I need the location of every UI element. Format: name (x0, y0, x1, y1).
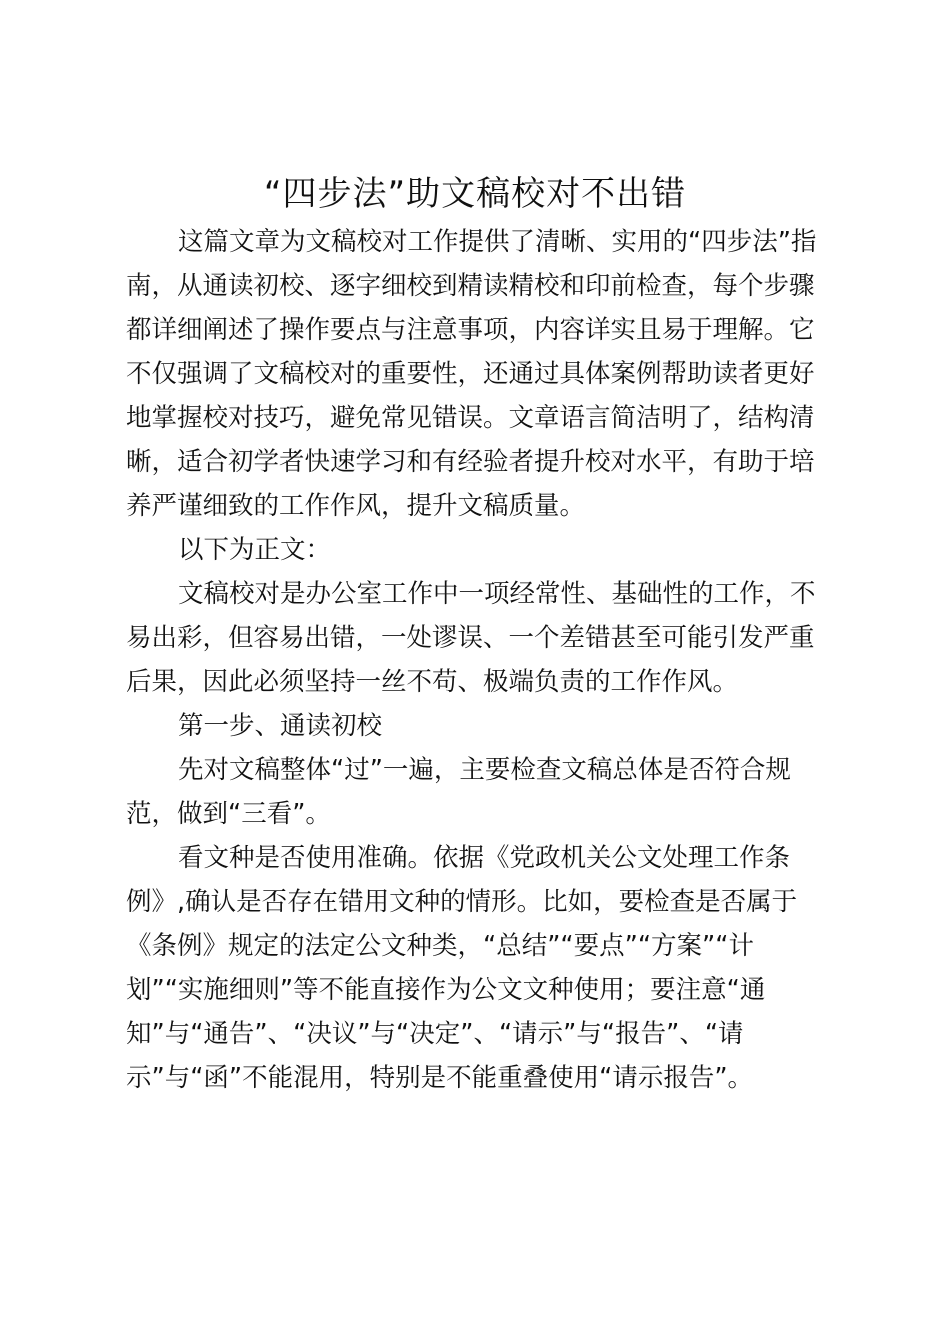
text-line: 范，做到“三看”。 (126, 799, 331, 829)
text-line: 晰，适合初学者快速学习和有经验者提升校对水平，有助于培 (126, 447, 815, 477)
text-line: 例》,确认是否存在错用文种的情形。比如，要检查是否属于 (126, 887, 798, 917)
text-line: 以下为正文： (178, 535, 332, 565)
text-line: 示”与“函”不能混用，特别是不能重叠使用“请示报告”。 (126, 1063, 754, 1093)
text-line: 先对文稿整体“过”一遍，主要检查文稿总体是否符合规 (178, 755, 791, 785)
text-line: 后果，因此必须坚持一丝不苟、极端负责的工作作风。 (126, 667, 739, 697)
text-line: 这篇文章为文稿校对工作提供了清晰、实用的“四步法”指 (178, 227, 817, 257)
text-line: 地掌握校对技巧，避免常见错误。文章语言简洁明了，结构清 (126, 403, 815, 433)
text-line: 《条例》规定的法定公文种类，“总结”“要点”“方案”“计 (126, 931, 754, 961)
section-heading: 第一步、通读初校 (178, 711, 383, 741)
text-line: 划”“实施细则”等不能直接作为公文文种使用；要注意“通 (126, 975, 766, 1005)
document-title: “四步法”助文稿校对不出错 (263, 174, 687, 214)
text-line: 易出彩，但容易出错，一处谬误、一个差错甚至可能引发严重 (126, 623, 815, 653)
text-line: 都详细阐述了操作要点与注意事项，内容详实且易于理解。它 (126, 315, 815, 345)
text-line: 知”与“通告”、“决议”与“决定”、“请示”与“报告”、“请 (126, 1019, 744, 1049)
text-line: 看文种是否使用准确。依据《党政机关公文处理工作条 (178, 843, 791, 873)
text-line: 养严谨细致的工作作风，提升文稿质量。 (126, 491, 586, 521)
text-line: 文稿校对是办公室工作中一项经常性、基础性的工作，不 (178, 579, 816, 609)
text-line: 南，从通读初校、逐字细校到精读精校和印前检查，每个步骤 (126, 271, 815, 301)
text-line: 不仅强调了文稿校对的重要性，还通过具体案例帮助读者更好 (126, 359, 815, 389)
document-body (126, 220, 826, 1100)
